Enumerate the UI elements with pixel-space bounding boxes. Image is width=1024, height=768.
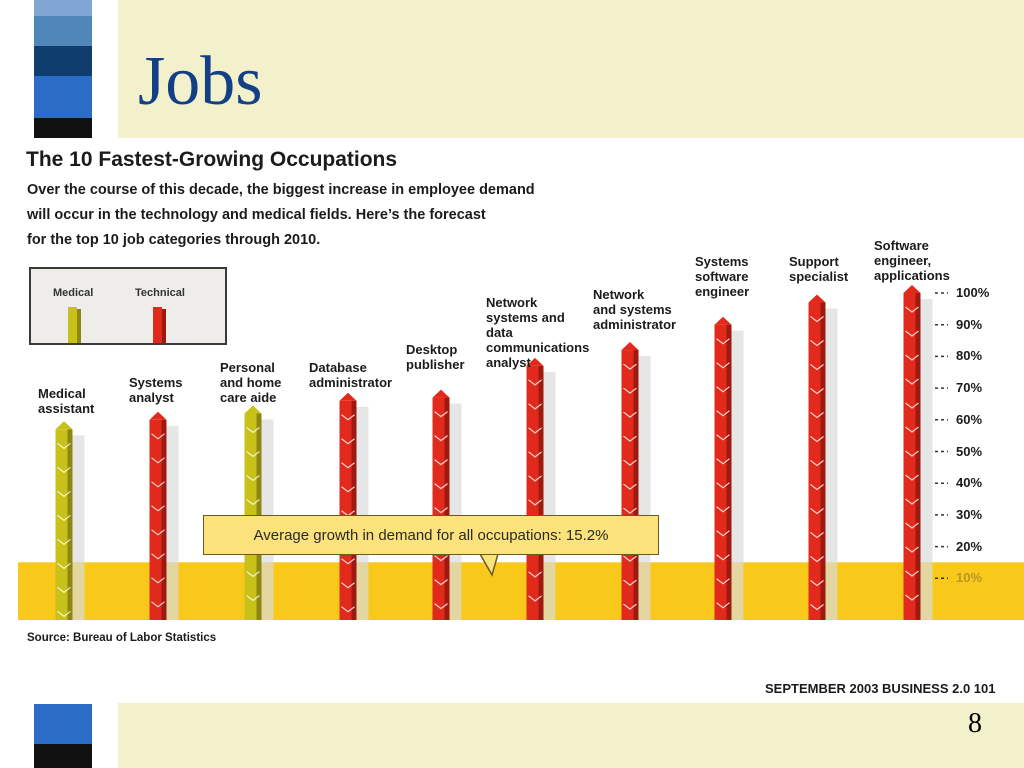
chart-subtitle-line: Over the course of this decade, the biggest increase in employee demand [27, 182, 535, 198]
y-tick-label: 40% [956, 475, 983, 491]
y-tick-label: 10% [956, 570, 983, 586]
publication-credit: SEPTEMBER 2003 BUSINESS 2.0 101 [765, 681, 996, 696]
y-tick-label: 20% [956, 538, 983, 554]
chart-title: The 10 Fastest-Growing Occupations [26, 148, 398, 171]
legend-label-medical: Medical [53, 287, 94, 299]
occupation-label: Network and systems administrator [593, 287, 677, 332]
bar-shadow [167, 426, 179, 620]
occupation-label: Personal and home care aide [220, 360, 282, 405]
bar-cap [150, 412, 167, 420]
bar-cap [433, 390, 450, 398]
occupation-label: Software engineer, applications [874, 238, 950, 283]
bar-cap [340, 393, 357, 401]
legend-swatch-medical-side [77, 309, 81, 343]
page-number: 8 [968, 708, 982, 739]
bar-shadow [544, 372, 556, 620]
average-growth-callout: Average growth in demand for all occupations: 15.2% [203, 515, 659, 555]
y-tick-label: 60% [956, 411, 983, 427]
source-note: Source: Bureau of Labor Statistics [27, 632, 217, 644]
bar-side [162, 420, 167, 620]
y-tick-label: 80% [956, 348, 983, 364]
bar-shadow [921, 299, 933, 620]
bar-cap [56, 421, 73, 429]
bar-side [68, 429, 73, 620]
bar-side [727, 325, 732, 620]
occupation-label: Support specialist [789, 254, 849, 284]
legend-swatch-technical-side [162, 309, 166, 343]
bar-cap [245, 405, 262, 413]
bar-shadow [73, 435, 85, 620]
y-tick-label: 30% [956, 506, 983, 522]
chart-subtitle [27, 178, 647, 253]
bar-shadow [732, 331, 744, 620]
legend-swatches [31, 269, 225, 343]
legend-label-technical: Technical [135, 287, 185, 299]
bar-cap [809, 295, 826, 303]
occupation-label: Desktop publisher [406, 342, 465, 372]
y-tick-label: 90% [956, 316, 983, 332]
bar-cap [622, 342, 639, 350]
occupation-label: Systems software engineer [695, 254, 750, 299]
chart-subtitle-line: will occur in the technology and medical fields. Here’s the forecast [27, 207, 486, 223]
bar-side [352, 401, 357, 620]
occupation-label: Systems analyst [129, 375, 183, 405]
y-tick-label: 50% [956, 443, 983, 459]
chart-subtitle-line: for the top 10 job categories through 2010. [27, 232, 321, 248]
y-tick-label: 100% [956, 285, 990, 300]
bar-shadow [826, 309, 838, 620]
occupation-label: Network systems and data communications analyst [486, 295, 590, 370]
occupation-label: Database administrator [309, 360, 393, 390]
occupation-label: Medical assistant [38, 386, 95, 416]
bar-shadow [357, 407, 369, 620]
legend-swatch-medical [68, 307, 77, 343]
legend-swatch-technical [153, 307, 162, 343]
bar-cap [904, 285, 921, 293]
legend [29, 267, 227, 345]
bar-shadow [639, 356, 651, 620]
bar-shadow [450, 404, 462, 620]
slide-title: Jobs [138, 43, 263, 120]
y-tick-label: 70% [956, 380, 983, 396]
bar-cap [715, 317, 732, 325]
